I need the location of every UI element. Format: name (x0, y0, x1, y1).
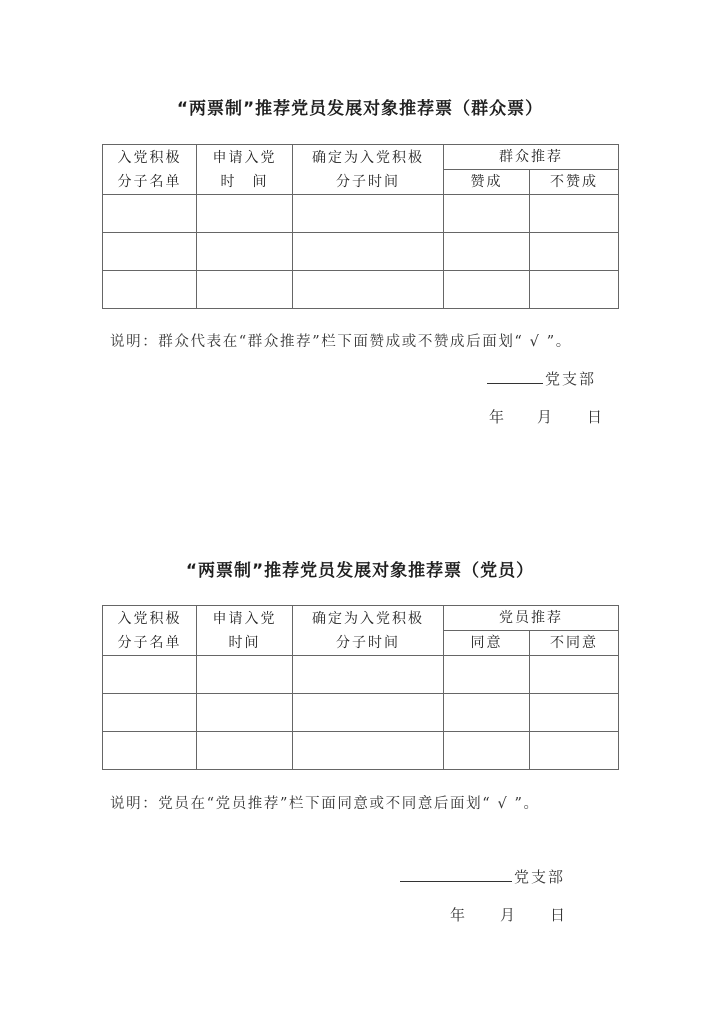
ballot-members-date (450, 904, 565, 925)
ballot-masses-table (102, 144, 619, 309)
cell-disagree[interactable] (530, 732, 619, 770)
header-row (103, 606, 619, 631)
cell-application-time[interactable] (197, 195, 293, 233)
ballot-masses-title: “两票制”推荐党员发展对象推荐票（群众票） (176, 99, 544, 119)
header-candidate-list (103, 606, 197, 656)
header-row (103, 145, 619, 170)
table-row (103, 233, 619, 271)
ballot-members-title: “两票制”推荐党员发展对象推荐票（党员） (185, 561, 535, 581)
date-year: 年 (489, 408, 505, 426)
cell-name[interactable] (103, 233, 197, 271)
branch-label: 党支部 (545, 370, 597, 388)
ballot-members-table (102, 605, 619, 770)
cell-agree[interactable] (444, 732, 530, 770)
cell-disapprove[interactable] (530, 233, 619, 271)
cell-approve[interactable] (444, 233, 530, 271)
date-day: 日 (587, 408, 603, 426)
cell-application-time[interactable] (197, 656, 293, 694)
cell-activist-date[interactable] (293, 656, 444, 694)
cell-name[interactable] (103, 694, 197, 732)
cell-activist-date[interactable] (293, 694, 444, 732)
cell-disagree[interactable] (530, 656, 619, 694)
cell-agree[interactable] (444, 694, 530, 732)
cell-activist-date[interactable] (293, 271, 444, 309)
cell-approve[interactable] (444, 195, 530, 233)
header-text: 确定为入党积极 (312, 610, 424, 627)
cell-application-time[interactable] (197, 694, 293, 732)
date-month: 月 (537, 408, 553, 426)
header-text: 入党积极 (117, 149, 182, 166)
cell-approve[interactable] (444, 271, 530, 309)
header-text: 时间 (228, 634, 261, 651)
branch-name-blank[interactable] (487, 382, 543, 384)
cell-application-time[interactable] (197, 233, 293, 271)
header-text: 分子时间 (336, 634, 400, 651)
table-row (103, 271, 619, 309)
header-text: 分子名单 (117, 634, 182, 651)
ballot-masses-note: 说明：群众代表在“群众推荐”栏下面赞成或不赞成后面划“ √ ”。 (110, 334, 572, 350)
header-agree: 同意 (444, 631, 530, 656)
cell-agree[interactable] (444, 656, 530, 694)
header-disagree: 不同意 (530, 631, 619, 656)
header-text: 确定为入党积极 (312, 149, 424, 166)
header-activist-date (293, 606, 444, 656)
header-text: 入党积极 (117, 610, 182, 627)
header-application-time (197, 145, 293, 195)
cell-activist-date[interactable] (293, 195, 444, 233)
date-year: 年 (450, 906, 466, 924)
header-text: 分子时间 (336, 173, 400, 190)
ballot-masses-date (489, 406, 602, 427)
table-row (103, 694, 619, 732)
header-activist-date (293, 145, 444, 195)
cell-activist-date[interactable] (293, 233, 444, 271)
table-row (103, 656, 619, 694)
cell-name[interactable] (103, 271, 197, 309)
branch-name-blank[interactable] (400, 880, 512, 882)
cell-application-time[interactable] (197, 271, 293, 309)
cell-disagree[interactable] (530, 694, 619, 732)
ballot-masses-branch-signature (487, 368, 596, 389)
cell-name[interactable] (103, 732, 197, 770)
header-candidate-list (103, 145, 197, 195)
header-member-recommendation: 党员推荐 (444, 606, 619, 631)
cell-activist-date[interactable] (293, 732, 444, 770)
header-approve: 赞成 (444, 170, 530, 195)
cell-application-time[interactable] (197, 732, 293, 770)
date-month: 月 (500, 906, 516, 924)
table-row (103, 195, 619, 233)
branch-label: 党支部 (514, 868, 566, 886)
header-masses-recommendation: 群众推荐 (444, 145, 619, 170)
table-row (103, 732, 619, 770)
header-text: 申请入党 (212, 149, 277, 166)
header-application-time (197, 606, 293, 656)
header-text: 分子名单 (117, 173, 182, 190)
date-day: 日 (550, 906, 566, 924)
ballot-members-branch-signature (400, 866, 565, 887)
header-text: 申请入党 (212, 610, 277, 627)
cell-name[interactable] (103, 195, 197, 233)
cell-disapprove[interactable] (530, 195, 619, 233)
header-text: 时 间 (220, 173, 269, 190)
cell-disapprove[interactable] (530, 271, 619, 309)
header-disapprove: 不赞成 (530, 170, 619, 195)
ballot-members-note: 说明：党员在“党员推荐”栏下面同意或不同意后面划“ √ ”。 (110, 796, 540, 812)
cell-name[interactable] (103, 656, 197, 694)
